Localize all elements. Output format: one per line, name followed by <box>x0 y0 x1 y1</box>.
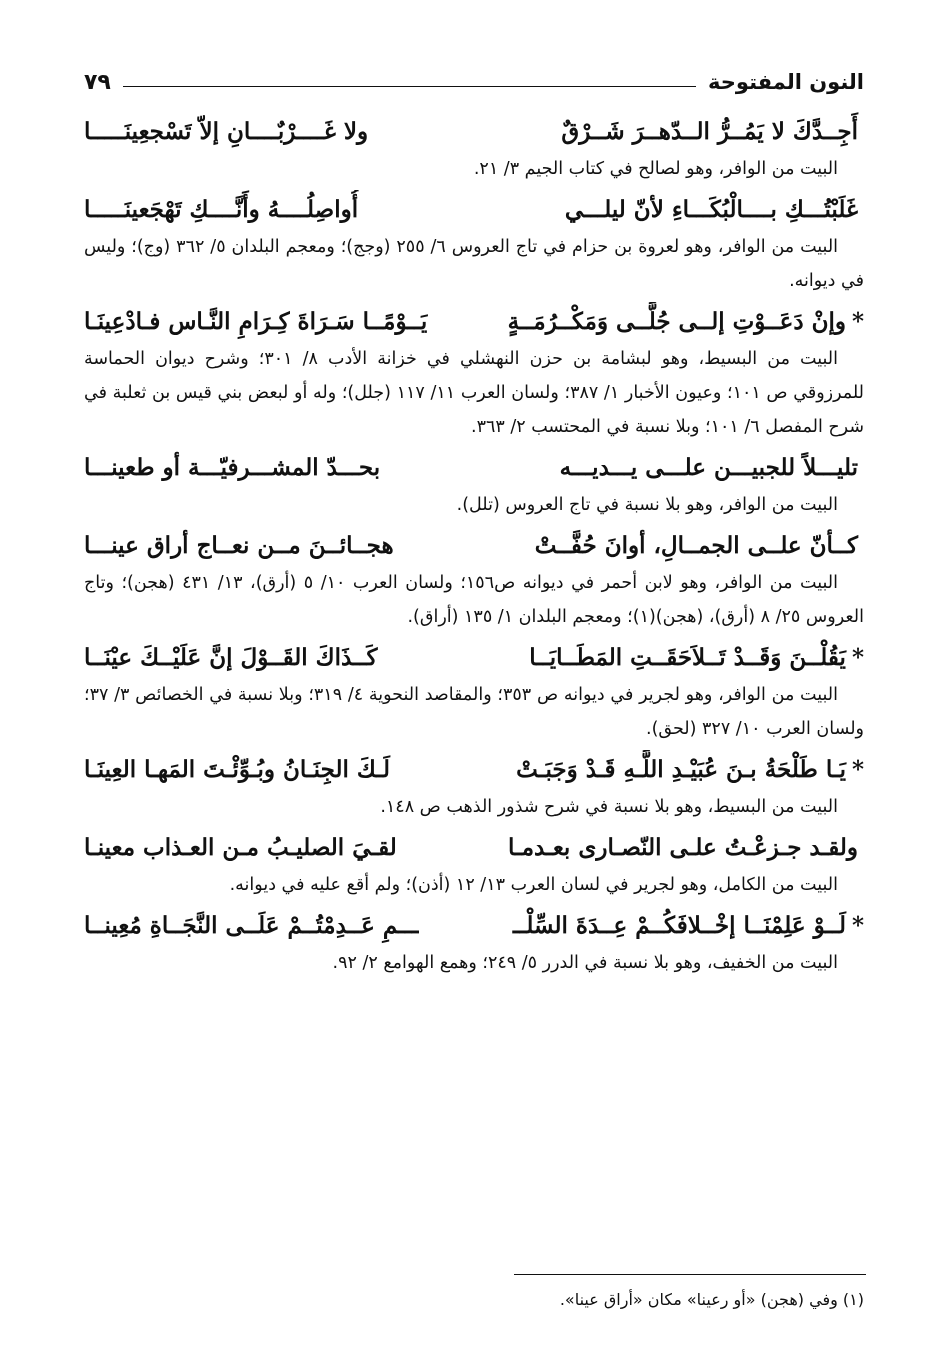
verse-note: البيت من الوافر، وهو لصالح في كتاب الجيم ٣/ ٢١. <box>473 159 838 179</box>
second-hemistich: كَــذَاكَ القَــوْلَ إنَّ عَلَيْــكَ عيْنَــا <box>84 644 378 671</box>
verse-line <box>84 526 864 566</box>
first-hemistich-text: غَلَبْتُـــكِ بــــالْبُكَـــاءِ لأنّ ليلـــي <box>564 196 858 223</box>
first-hemistich <box>561 112 864 152</box>
second-hemistich: ـــمِ عَــدِمْتُــمْ عَلَــى النَّجَــاةِ مُعِينــا <box>84 912 419 939</box>
verse-entry <box>84 906 864 980</box>
verse-line <box>84 448 864 488</box>
star-marker: * <box>851 756 864 783</box>
verse-entry <box>84 448 864 522</box>
first-hemistich-text: أَجِــدَّكَ لا يَمُــرُّ الــدّهــرَ شَــرْقٌ <box>561 118 858 145</box>
second-hemistich: لَـكَ الجِنَـانُ وبُـوِّئْـتَ المَهـا العِينَـا <box>84 756 390 783</box>
verse-note: البيت من الكامل، وهو لجرير في لسان العرب ١٣/ ١٢ (أذن)؛ ولم أقع عليه في ديوانه. <box>229 875 838 895</box>
second-hemistich: هجــائــنَ مــن نعــاج أراق عينـــا <box>84 532 394 559</box>
verse-entry <box>84 750 864 824</box>
entries-list <box>84 112 864 984</box>
footnote-rule <box>514 1274 866 1275</box>
verse-line <box>84 190 864 230</box>
verse-line <box>84 750 864 790</box>
verse-note: البيت من الخفيف، وهو بلا نسبة في الدرر ٥/ ٢٤٩؛ وهمع الهوامع ٢/ ٩٢. <box>332 953 838 973</box>
verse-note: البيت من الوافر، وهو لابن أحمر في ديوانه ص١٥٦؛ ولسان العرب ١٠/ ٥ (أرق)، ١٣/ ٤٣١ (هجن)؛ وتاج العروس ٢٥/ ٨ (أرق)، (هجن)(١)؛ ومعجم البلدان ١/ ١٣٥ (أراق). <box>84 573 864 627</box>
second-hemistich: لقـيَ الصليـبُ مـن العـذاب معينـا <box>84 834 397 861</box>
verse-entry <box>84 190 864 298</box>
first-hemistich <box>529 638 864 678</box>
verse-entry <box>84 112 864 186</box>
first-hemistich <box>516 750 864 790</box>
second-hemistich: بحـــدّ المشـــرفيّـــة أو طعينـــا <box>84 454 381 481</box>
verse-entry <box>84 526 864 634</box>
verse-note: البيت من البسيط، وهو بلا نسبة في شرح شذور الذهب ص ١٤٨. <box>380 797 838 817</box>
verse-line <box>84 302 864 342</box>
first-hemistich <box>535 526 864 566</box>
first-hemistich-text: يَقُلْــنَ وَقَــدْ تَــلاَحَقَــتِ المَطَــايَــا <box>529 644 846 671</box>
star-marker: * <box>851 644 864 671</box>
running-header <box>84 62 864 102</box>
verse-line <box>84 828 864 868</box>
first-hemistich <box>508 302 864 342</box>
first-hemistich-text: تليـــلاً للجبيـــن علـــى يـــديـــه <box>559 454 858 481</box>
first-hemistich-text: يَـا طَلْحَةُ بـنَ عُبَيْـدِ اللَّـهِ قَـدْ وَجَبَـتْ <box>516 756 846 783</box>
verse-note: البيت من الوافر، وهو لعروة بن حزام في تاج العروس ٦/ ٢٥٥ (وجج)؛ ومعجم البلدان ٥/ ٣٦٢ (وج)؛ وليس في ديوانه. <box>84 237 864 291</box>
first-hemistich <box>513 906 864 946</box>
second-hemistich: ولا غَــــرْبٌــــانِ إلاّ تَسْجعِينَـــــا <box>84 118 369 145</box>
header-rule <box>123 86 696 87</box>
verse-note: البيت من الوافر، وهو لجرير في ديوانه ص ٣٥٣؛ والمقاصد النحوية ٤/ ٣١٩؛ وبلا نسبة في الخصائص ٣/ ٣٧؛ ولسان العرب ١٠/ ٣٢٧ (لحق). <box>84 685 864 739</box>
verse-line <box>84 112 864 152</box>
footnote: (١) وفي (هجن) «أو رعينا» مكان «أراق عينا». <box>559 1290 864 1309</box>
page-number: ٧٩ <box>84 69 111 95</box>
first-hemistich-text: لَــوْ عَلِمْنَــا إخْــلافَكُــمْ عِــدَةَ السِّلْــ <box>512 912 846 939</box>
verse-note: البيت من البسيط، وهو لبشامة بن حزن النهشلي في خزانة الأدب ٨/ ٣٠١؛ وشرح ديوان الحماسة للمرزوقي ص ١٠١؛ وعيون الأخبار ١/ ٣٨٧؛ ولسان العرب ١١/ ١١٧ (جلل)؛ وله أو لبعض بني قيس بن ثعلبة في شرح المفصل ٦/ ١٠١؛ وبلا نسبة في المحتسب ٢/ ٣٦٣. <box>84 349 864 437</box>
section-title: النون المفتوحة <box>708 70 864 94</box>
verse-line <box>84 906 864 946</box>
star-marker: * <box>851 912 864 939</box>
second-hemistich: أُواصِلُــــهُ وأَنَّــــكِ تَهْجَعينَـــــا <box>84 196 359 223</box>
first-hemistich-text: وإنْ دَعَــوْتِ إلــى جُلَّــى وَمَكْــرُمَــةٍ <box>507 308 846 335</box>
first-hemistich <box>508 828 864 868</box>
star-marker: * <box>851 308 864 335</box>
second-hemistich: يَــوْمًــا سَـرَاةَ كِـرَامِ النَّـاس فـادْعِينَـا <box>84 308 428 335</box>
verse-note: البيت من الوافر، وهو بلا نسبة في تاج العروس (تلل). <box>456 495 838 515</box>
first-hemistich <box>565 190 864 230</box>
verse-entry <box>84 302 864 444</box>
verse-entry <box>84 638 864 746</box>
first-hemistich <box>560 448 864 488</box>
first-hemistich-text: كــأنّ علــى الجمــالِ، أوانَ حُفَّــتْ <box>534 532 858 559</box>
verse-entry <box>84 828 864 902</box>
first-hemistich-text: ولقـد جـزعْـتُ علـى النّصـارى بعـدمـا <box>507 834 858 861</box>
verse-line <box>84 638 864 678</box>
